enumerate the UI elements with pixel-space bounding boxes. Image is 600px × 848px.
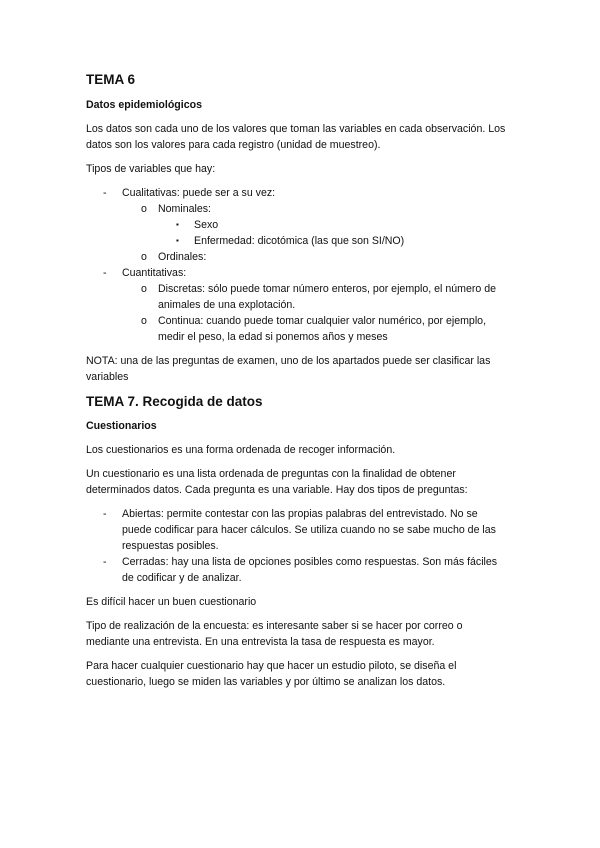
dash-marker: - — [103, 508, 107, 520]
list-item-cerradas-line2: de codificar y de analizar. — [122, 572, 242, 584]
list-item-discretas-line2: animales de una explotación. — [158, 299, 296, 311]
list-item-continua-line1: Continua: cuando puede tomar cualquier valor numérico, por ejemplo, — [158, 315, 487, 327]
tema6-intro-line1: Los datos son cada uno de los valores que toman las variables en cada observación. Los — [86, 123, 506, 135]
tema6-subtitle: Datos epidemiológicos — [86, 99, 202, 111]
tema6-intro-line2: datos son los valores para cada registro (unidad de muestreo). — [86, 139, 381, 151]
tema7-p2-line2: determinados datos. Cada pregunta es una variable. Hay dos tipos de preguntas: — [86, 484, 468, 496]
tema6-tipos: Tipos de variables que hay: — [86, 163, 216, 175]
list-item-discretas-line1: Discretas: sólo puede tomar número enteros, por ejemplo, el número de — [158, 283, 496, 295]
list-item-sexo: Sexo — [194, 219, 219, 231]
nota-line2: variables — [86, 371, 129, 383]
dash-marker: - — [103, 187, 107, 199]
tema7-tipo-line2: mediante una entrevista. En una entrevista la tasa de respuesta es mayor. — [86, 636, 435, 648]
circle-marker: o — [141, 283, 147, 295]
tema7-p2-line1: Un cuestionario es una lista ordenada de preguntas con la finalidad de obtener — [86, 468, 456, 480]
list-item-abiertas-line3: respuestas posibles. — [122, 540, 219, 552]
circle-marker: o — [141, 251, 147, 263]
list-item-abiertas-line2: puede codificar para hacer cálculos. Se utiliza cuando no se sabe mucho de las — [122, 524, 496, 536]
list-item-cuantitativas: Cuantitativas: — [122, 267, 187, 279]
list-item-abiertas-line1: Abiertas: permite contestar con las propias palabras del entrevistado. No se — [122, 508, 478, 520]
dash-marker: - — [103, 556, 107, 568]
square-bullet-icon: ▪ — [176, 236, 179, 245]
square-bullet-icon: ▪ — [176, 220, 179, 229]
tema7-subtitle: Cuestionarios — [86, 420, 157, 432]
nota-line1: NOTA: una de las preguntas de examen, uno de los apartados puede ser clasificar las — [86, 355, 491, 367]
tema7-tipo-line1: Tipo de realización de la encuesta: es interesante saber si se hacer por correo o — [86, 620, 463, 632]
tema7-para-line2: cuestionario, luego se miden las variables y por último se analizan los datos. — [86, 676, 446, 688]
tema7-title: TEMA 7. Recogida de datos — [86, 394, 263, 409]
list-item-nominales: Nominales: — [158, 203, 211, 215]
tema7-dificil: Es difícil hacer un buen cuestionario — [86, 596, 257, 608]
list-item-enfermedad: Enfermedad: dicotómica (las que son SI/NO) — [194, 235, 405, 247]
tema7-para-line1: Para hacer cualquier cuestionario hay que hacer un estudio piloto, se diseña el — [86, 660, 457, 672]
list-item-continua-line2: medir el peso, la edad si ponemos años y meses — [158, 331, 388, 343]
tema7-p1: Los cuestionarios es una forma ordenada de recoger información. — [86, 444, 396, 456]
tema6-title: TEMA 6 — [86, 72, 136, 87]
dash-marker: - — [103, 267, 107, 279]
circle-marker: o — [141, 315, 147, 327]
circle-marker: o — [141, 203, 147, 215]
list-item-cualitativas: Cualitativas: puede ser a su vez: — [122, 187, 276, 199]
list-item-ordinales: Ordinales: — [158, 251, 207, 263]
list-item-cerradas-line1: Cerradas: hay una lista de opciones posibles como respuestas. Son más fáciles — [122, 556, 498, 568]
